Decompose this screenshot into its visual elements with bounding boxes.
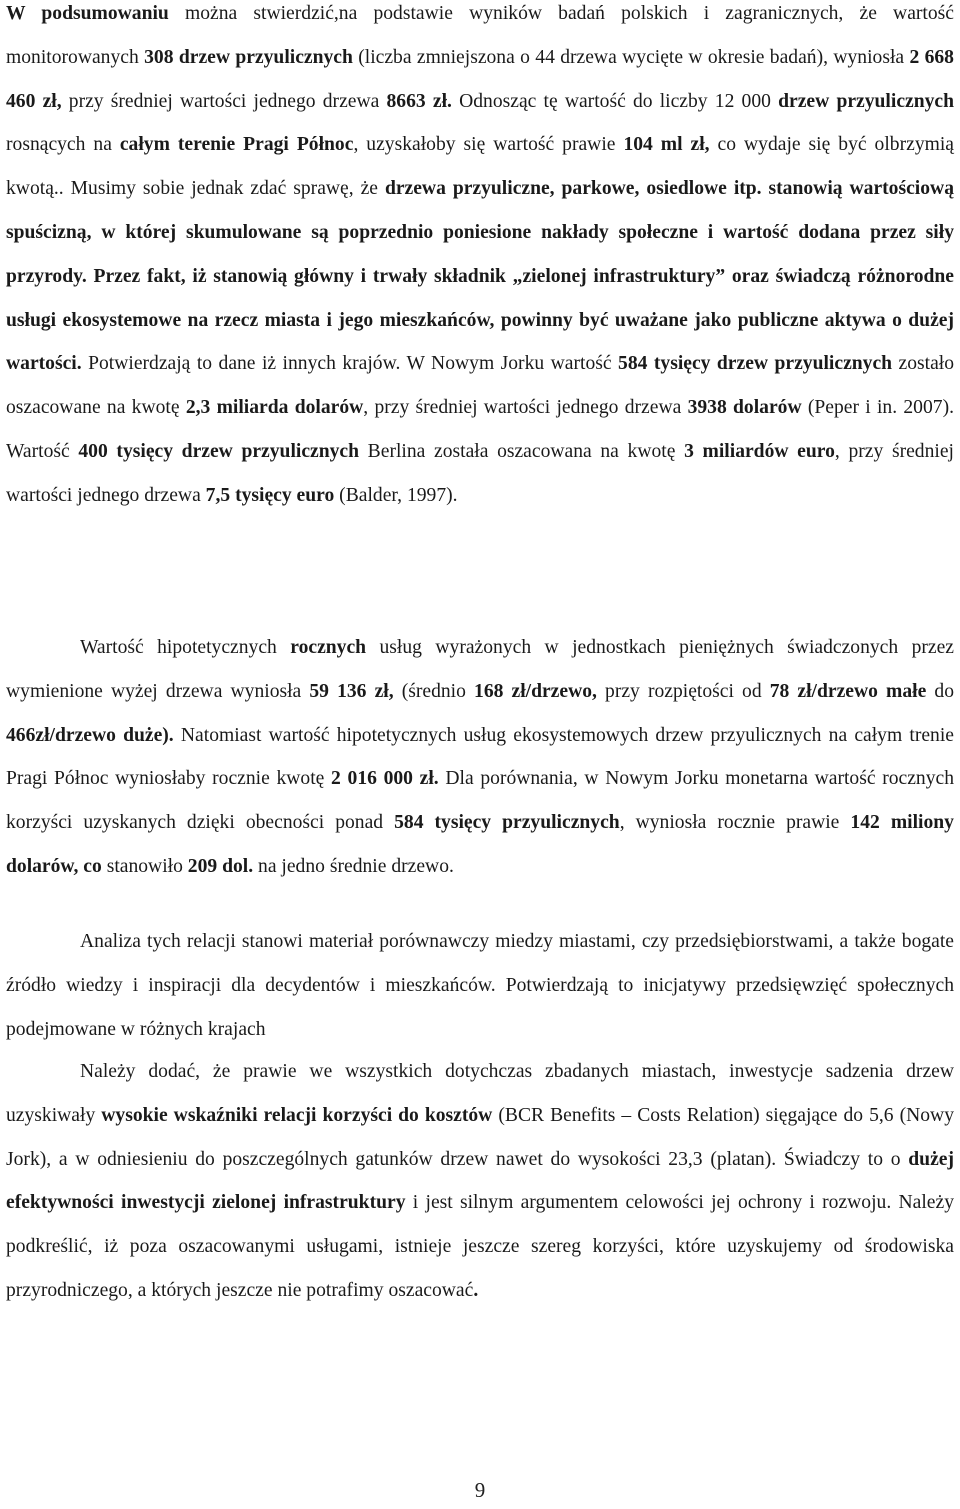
text-run: W podsumowaniu [6, 3, 169, 24]
text-run: Berlina została oszacowana na kwotę [359, 440, 685, 462]
text-run: zostało oszacowane na kwotę [6, 353, 955, 419]
text-run: dużej efektywności inwestycji zielonej infrastruktury [6, 1148, 954, 1214]
text-run: co wydaje się być olbrzymią kwotą.. Musimy sobie jednak zdać sprawę, że [6, 134, 954, 200]
text-run: (BCR Benefits – Costs Relation) sięgające do 5,6 (Nowy Jork), a w odniesieniu do poszczególnych gatunków drzew nawet do wysokości 23,3 (platan). Świadczy to o [6, 1104, 954, 1170]
text-run: (Peper i in. 2007). Wartość [6, 397, 954, 462]
text-run: Odnosząc tę wartość do liczby 12 000 [451, 90, 779, 112]
text-run: 7,5 tysięcy euro [205, 484, 335, 506]
paragraph-bcr [6, 1050, 954, 1313]
text-run: 168 zł/drzewo, [474, 680, 597, 702]
text-run: Należy dodać, że prawie we wszystkich dotychczas zbadanych miastach, inwestycje sadzenia drzew uzyskiwały [6, 1061, 954, 1126]
text-run: (liczba zmniejszona o 44 drzewa wycięte w okresie badań), wyniosła [352, 46, 910, 68]
text-run: , wyniosła rocznie prawie [619, 812, 851, 834]
text-run: Potwierdzają to dane iż innych krajów. W Nowym Jorku wartość [81, 353, 619, 375]
text-run: rosnących na [6, 134, 120, 156]
text-run: stanowiło [101, 855, 188, 877]
text-run: przy średniej wartości jednego drzewa [61, 90, 387, 112]
text-run: . [473, 1279, 479, 1301]
text-run: 308 drzew przyulicznych [144, 46, 353, 68]
text-run: 2,3 miliarda dolarów [185, 397, 364, 419]
paragraph-annual-services [6, 626, 954, 889]
paragraph-summary [6, 0, 954, 518]
text-run: 466zł/drzewo duże). [6, 724, 174, 746]
text-run: na jedno średnie drzewo. [253, 855, 454, 877]
text-run: Wartość hipotetycznych [80, 637, 291, 658]
text-run: drzew przyulicznych [778, 90, 954, 112]
text-run: , przy średniej wartości jednego drzewa [6, 440, 954, 506]
text-run: rocznych [290, 637, 367, 658]
text-run: (średnio [401, 680, 475, 702]
text-run: Dla porównania, w Nowym Jorku monetarna wartość rocznych korzyści uzyskanych dzięki obecności ponad [6, 768, 955, 834]
text-run: całym terenie Pragi Północ [119, 134, 354, 156]
text-run: 584 tysięcy przyulicznych [394, 812, 620, 834]
text-run: 584 tysięcy drzew przyulicznych [618, 353, 893, 375]
text-run: Analiza tych relacji stanowi materiał porównawczy miedzy miastami, czy przedsiębiorstwami, a także bogate źródło wiedzy i inspiracji dla decydentów i mieszkańców. Potwierdzają to inicjatywy przedsięwzięć społecznych podejmowane w różnych krajach [6, 931, 954, 1040]
text-run: i jest silnym argumentem celowości jej ochrony i rozwoju. Należy podkreślić, iż poza oszacowanymi usługami, istnieje jeszcze szereg korzyści, które uzyskujemy od środowiska przyrodniczego, a których jeszcze nie potrafimy oszacować [6, 1192, 954, 1301]
text-run: do [926, 680, 954, 702]
text-run: 142 miliony dolarów, co [6, 812, 954, 877]
text-run: można stwierdzić,na podstawie wyników badań polskich i zagranicznych, że wartość monitorowanych [6, 3, 954, 68]
text-run: przy rozpiętości od [596, 680, 770, 702]
text-run: , przy średniej wartości jednego drzewa [363, 397, 688, 419]
text-run: Natomiast wartość hipotetycznych usług ekosystemowych drzew przyulicznych na całym trenie Pragi Północ wyniosłaby rocznie kwotę [6, 724, 954, 790]
text-run: 78 zł/drzewo małe [769, 680, 927, 702]
text-run: 59 136 zł, [309, 680, 402, 702]
page-number: 9 [474, 1478, 486, 1502]
text-run: 3938 dolarów [687, 397, 802, 419]
text-run: 400 tysięcy drzew przyulicznych [78, 440, 360, 462]
text-run: (Balder, 1997). [334, 484, 458, 506]
text-run: usług wyrażonych w jednostkach pieniężnych świadczonych przez wymienione wyżej drzewa wyniosła [6, 637, 955, 702]
text-run: 8663 zł. [386, 90, 452, 112]
text-run: 104 ml zł, [623, 134, 710, 156]
paragraph-analysis [6, 920, 954, 1051]
text-run: drzewa przyuliczne, parkowe, osiedlowe itp. stanowią wartościową spuścizną, w której skumulowane są poprzednio poniesione nakłady społeczne i wartość dodana przez siły przyrody. Przez fakt, iż stanowią główny i trwały składnik „zielonej infrastruktury” oraz świadczą różnorodne usługi ekosystemowe na rzecz miasta i jego mieszkańców, powinny być uważane jako publiczne aktywa o dużej wartości. [6, 178, 954, 375]
text-run: 2 668 460 zł, [6, 46, 954, 112]
text-run: wysokie wskaźniki relacji korzyści do kosztów [101, 1104, 493, 1126]
text-run: 3 miliardów euro [684, 440, 835, 462]
text-run: , uzyskałoby się wartość prawie [353, 134, 624, 156]
text-run: 209 dol. [187, 855, 254, 877]
text-run: 2 016 000 zł. [331, 768, 439, 790]
